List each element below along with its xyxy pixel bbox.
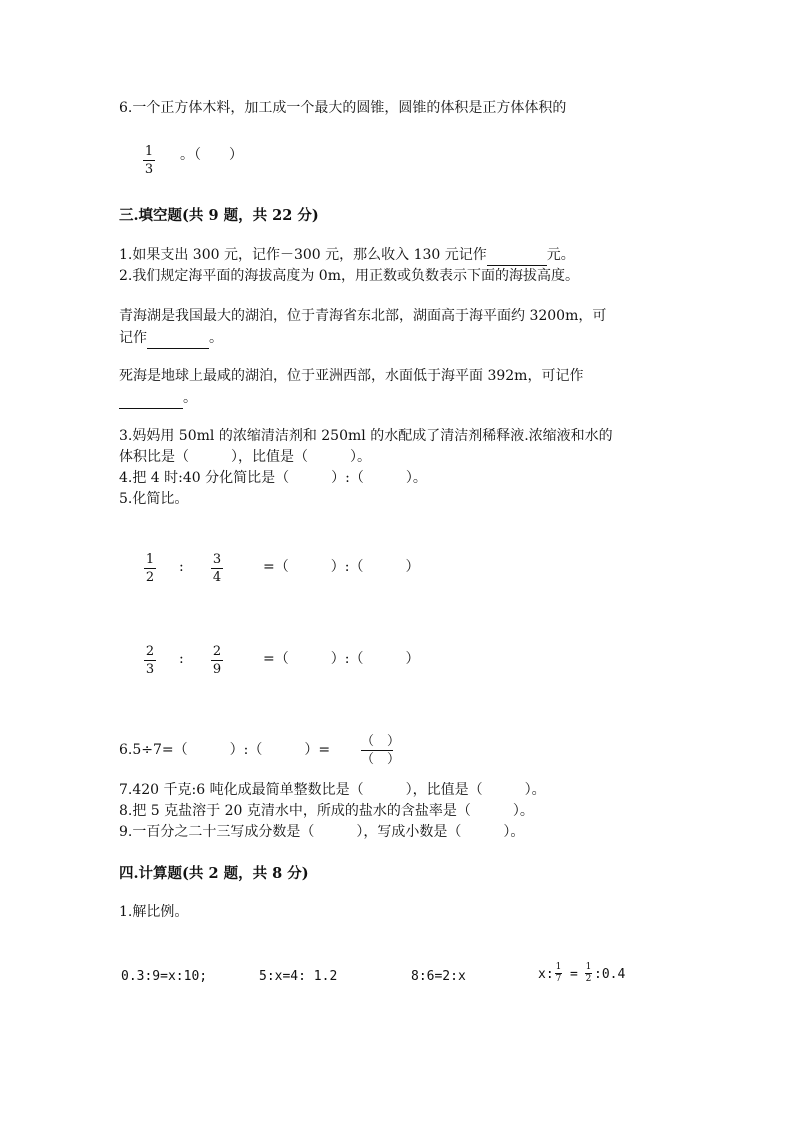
answer-blank — [119, 388, 183, 409]
fraction-three-quarters: 3 4 — [212, 552, 222, 585]
section-3-heading: 三.填空题(共 9 题，共 22 分) — [119, 207, 319, 224]
fraction-one-third: 1 3 — [144, 144, 154, 177]
fraction-two-ninths: 2 9 — [212, 644, 222, 677]
fill-q6: 6.5÷7=（ ）:（ ）= — [119, 742, 331, 758]
fill-q3-line1: 3.妈妈用 50ml 的浓缩清洁剂和 250ml 的水配成了清洁剂稀释液.浓缩液和水的 — [119, 428, 613, 444]
ratio-answer-blanks: =（ ）:（ ） — [263, 651, 420, 667]
proportion-1: 0.3:9=x:10; — [121, 969, 208, 984]
fill-q5: 5.化简比。 — [119, 491, 189, 507]
ratio-answer-blanks: =（ ）:（ ） — [263, 559, 420, 575]
ratio-colon: : — [179, 559, 184, 575]
fill-q3-line2: 体积比是（ ），比值是（ ）。 — [119, 449, 371, 465]
fraction-two-thirds: 2 3 — [145, 644, 155, 677]
question-6-answer-blank: 。（ ） — [180, 147, 243, 163]
section-4-heading: 四.计算题(共 2 题，共 8 分) — [119, 865, 309, 882]
fraction-one-half-small: 1 2 — [585, 962, 592, 984]
fill-q2-deadsea-line2: 。 — [119, 388, 197, 409]
fraction-one-seventh: 1 7 — [555, 962, 562, 984]
fill-q2: 2.我们规定海平面的海拔高度为 0m，用正数或负数表示下面的海拔高度。 — [119, 268, 579, 284]
calc-q1: 1.解比例。 — [119, 904, 189, 920]
proportion-2: 5:x=4: 1.2 — [259, 969, 338, 984]
answer-blank — [487, 245, 547, 266]
fill-q8: 8.把 5 克盐溶于 20 克清水中，所成的盐水的含盐率是（ ）。 — [119, 803, 534, 819]
fill-q7: 7.420 千克:6 吨化成最简单整数比是（ ），比值是（ ）。 — [119, 782, 546, 798]
question-6-statement: 6.一个正方体木料，加工成一个最大的圆锥，圆锥的体积是正方体体积的 — [119, 100, 567, 116]
fill-q9: 9.一百分之二十三写成分数是（ ），写成小数是（ ）。 — [119, 824, 525, 840]
answer-blank — [147, 328, 209, 349]
proportion-3: 8:6=2:x — [411, 969, 466, 984]
ratio-colon: : — [179, 651, 184, 667]
fraction-blank: （ ） （ ） — [361, 734, 401, 767]
fill-q2-qinghai-line2: 记作 。 — [119, 328, 223, 349]
fill-q4: 4.把 4 时:40 分化简比是（ ）:（ ）。 — [119, 470, 427, 486]
fill-q2-qinghai-line1: 青海湖是我国最大的湖泊，位于青海省东北部，湖面高于海平面约 3200m，可 — [119, 308, 607, 324]
fraction-one-half: 1 2 — [145, 552, 155, 585]
fill-q1: 1.如果支出 300 元，记作－300 元，那么收入 130 元记作 元。 — [119, 245, 575, 266]
fill-q2-deadsea-line1: 死海是地球上最咸的湖泊，位于亚洲西部，水面低于海平面 392m，可记作 — [119, 368, 584, 384]
